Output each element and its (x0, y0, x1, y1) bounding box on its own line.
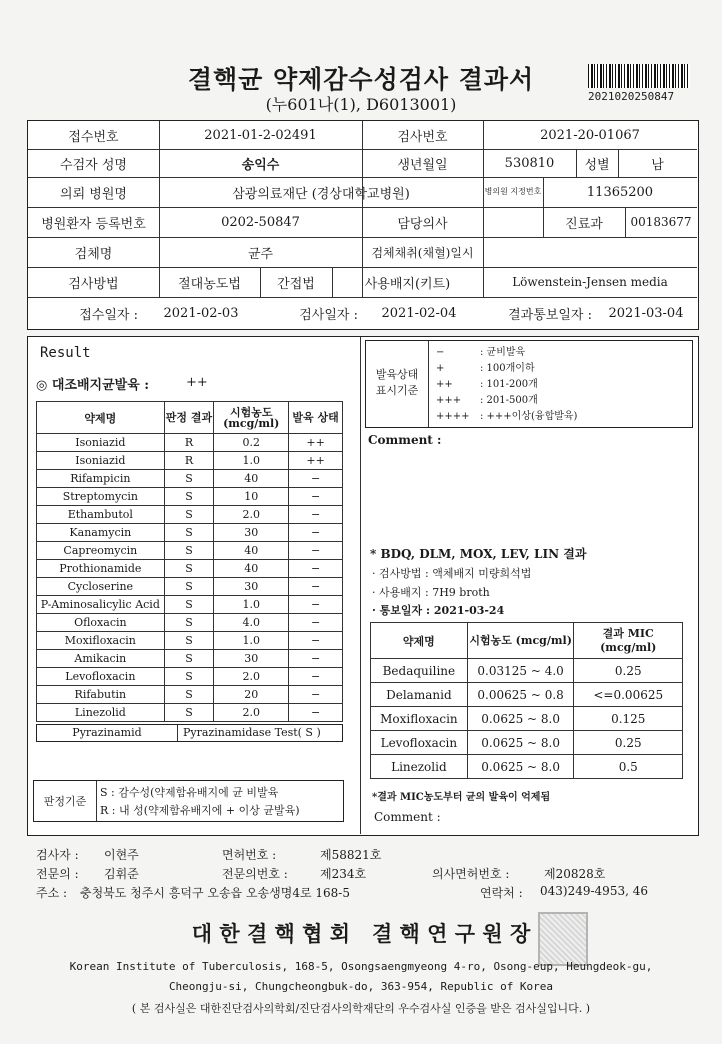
judgment: S (164, 542, 214, 560)
mic-result: 0.125 (574, 707, 683, 731)
mic-row (371, 659, 683, 683)
specialist: 김휘준 (104, 867, 139, 881)
concentration: 2.0 (214, 506, 289, 524)
growth: − (289, 560, 343, 578)
mic-row (371, 755, 683, 779)
address-label: 주소 : (36, 886, 68, 900)
mic-range: 0.0625 ~ 8.0 (467, 707, 574, 731)
mic-range: 0.03125 ~ 4.0 (467, 659, 574, 683)
drug-name: Linezolid (37, 704, 165, 722)
drug-name: Rifampicin (37, 470, 165, 488)
drug-name: Isoniazid (37, 452, 165, 470)
certification-note: ( 본 검사실은 대한진단검사의학회/진단검사의학재단의 우수검사실 인증을 받은 검사실입니다. ) (131, 1002, 591, 1015)
concentration: 40 (214, 470, 289, 488)
table-row (37, 434, 343, 452)
growth: − (289, 632, 343, 650)
mic-range: 0.0625 ~ 8.0 (467, 755, 574, 779)
mic-range: 0.0625 ~ 8.0 (467, 731, 574, 755)
license-label: 면허번호 : (222, 848, 277, 862)
mic-row (371, 683, 683, 707)
table-row (37, 614, 343, 632)
mic-medium: · 사용배지 : 7H9 broth (372, 586, 490, 599)
medium-label: 사용배지(키트) (364, 276, 451, 292)
concentration: 30 (214, 578, 289, 596)
growth: − (289, 704, 343, 722)
judgment: R (164, 452, 214, 470)
growth: − (289, 524, 343, 542)
legend-meaning: : 201-500개 (480, 395, 538, 406)
specimen: 균주 (247, 246, 274, 262)
judgment: S (164, 650, 214, 668)
concentration: 40 (214, 560, 289, 578)
concentration: 1.0 (214, 452, 289, 470)
growth: − (289, 668, 343, 686)
table-row (37, 560, 343, 578)
mic-drug: Moxifloxacin (371, 707, 468, 731)
growth: − (289, 488, 343, 506)
table-row (37, 686, 343, 704)
table-row (37, 632, 343, 650)
table-row (37, 668, 343, 686)
birth-label: 생년월일 (397, 157, 448, 173)
table-row (37, 524, 343, 542)
judgment: S (164, 596, 214, 614)
growth: − (289, 596, 343, 614)
info-table (27, 120, 699, 330)
susceptibility-table (36, 401, 343, 722)
legend-meaning: : 100개이하 (480, 363, 535, 374)
judgment: S (164, 470, 214, 488)
mic-table (370, 622, 683, 779)
result-heading: Result (40, 345, 91, 361)
organization-name: 대 한 결 핵 협 회 결 핵 연 구 원 장 (191, 921, 531, 946)
judgment: S (164, 614, 214, 632)
hospital-label: 의뢰 병원명 (60, 186, 127, 202)
mic-result: 0.25 (574, 731, 683, 755)
barcode (588, 64, 690, 88)
examiner: 이현주 (104, 848, 139, 862)
legend-meaning: : +++이상(융합발육) (480, 411, 578, 422)
drug-name: P-Aminosalicylic Acid (37, 596, 165, 614)
legend-item (436, 375, 577, 391)
table-row (37, 488, 343, 506)
mic-drug: Levofloxacin (371, 731, 468, 755)
mic-method: · 검사방법 : 액체배지 미량희석법 (372, 567, 532, 580)
concentration: 1.0 (214, 596, 289, 614)
specialist-no-label: 전문의번호 : (222, 867, 288, 881)
receipt-date: 2021-02-03 (163, 305, 239, 321)
table-row (37, 506, 343, 524)
barcode-number: 2021020250847 (588, 90, 675, 103)
judgment: S (164, 668, 214, 686)
collect-date-label: 검체채취(채혈)일시 (371, 245, 474, 260)
table-row (37, 650, 343, 668)
drug-name: Amikacin (37, 650, 165, 668)
report-date: 2021-03-04 (608, 305, 684, 321)
mic-row (371, 707, 683, 731)
receipt-date-label: 접수일자 : (79, 307, 138, 323)
drug-name: Cycloserine (37, 578, 165, 596)
test-date: 2021-02-04 (381, 305, 457, 321)
mic-drug: Bedaquiline (371, 659, 468, 683)
growth: ++ (289, 452, 343, 470)
legend-item (436, 391, 577, 407)
hospital-code-label: 병의원 지정번호 (484, 187, 542, 196)
report-date-label: 결과통보일자 : (508, 307, 592, 323)
receipt-no-label: 접수번호 (68, 129, 119, 145)
collect-date (483, 237, 697, 267)
document-code: (누601나(1), D6013001) (265, 95, 457, 114)
contact: 043)249-4953, 46 (540, 884, 648, 898)
growth: − (289, 650, 343, 668)
sex: 남 (651, 157, 664, 173)
legend-symbol: + (436, 363, 445, 374)
legend-symbol: − (436, 347, 445, 358)
table-row (37, 470, 343, 488)
legend-meaning: : 101-200개 (480, 379, 538, 390)
concentration: 1.0 (214, 632, 289, 650)
specialist-no: 제234호 (320, 867, 367, 881)
address-english-1: Korean Institute of Tuberculosis, 168-5, Osongsaengmyeong 4-ro, Osong-eup, Heungdeok-gu, (69, 960, 653, 973)
col-judgment: 판정 결과 (164, 402, 214, 434)
mic-col-drug: 약제명 (371, 623, 468, 659)
drug-name: Ofloxacin (37, 614, 165, 632)
mic-heading: * BDQ, DLM, MOX, LEV, LIN 결과 (370, 547, 587, 561)
license-number: 제58821호 (320, 848, 382, 862)
address-english-2: Cheongju-si, Chungcheongbuk-do, 363-954, Republic of Korea (168, 980, 554, 993)
patient-name-label: 수검자 성명 (60, 157, 127, 173)
pyrazinamid-row (36, 724, 343, 742)
table-row (37, 578, 343, 596)
judgment: S (164, 488, 214, 506)
concentration: 10 (214, 488, 289, 506)
concentration: 30 (214, 650, 289, 668)
drug-name: Levofloxacin (37, 668, 165, 686)
col-concentration: 시험농도 (mcg/ml) (214, 402, 289, 434)
test-no: 2021-20-01067 (540, 127, 640, 143)
method: 절대농도법 (178, 276, 241, 292)
mic-range: 0.00625 ~ 0.8 (467, 683, 574, 707)
reg-no-label: 병원환자 등록번호 (41, 216, 146, 232)
concentration: 0.2 (214, 434, 289, 452)
growth: − (289, 614, 343, 632)
mic-drug: Delamanid (371, 683, 468, 707)
mic-note: *결과 MIC농도부터 균의 발육이 억제됨 (372, 792, 551, 803)
hospital: 삼광의료재단 (경상대학교병원) (232, 186, 410, 202)
growth: − (289, 686, 343, 704)
mic-result: 0.25 (574, 659, 683, 683)
judgment: S (164, 578, 214, 596)
judgment: S (164, 632, 214, 650)
criteria-s: S : 감수성(약제함유배지에 균 비발육 (100, 786, 279, 799)
concentration: 30 (214, 524, 289, 542)
judgment: S (164, 524, 214, 542)
doctor-license: 제20828호 (544, 867, 606, 881)
mic-col-concentration: 시험농도 (mcg/ml) (467, 623, 574, 659)
growth: − (289, 542, 343, 560)
dept: 00183677 (630, 215, 692, 229)
judgment: S (164, 704, 214, 722)
criteria-label: 판정기준 (43, 795, 87, 808)
criteria-box (33, 780, 344, 822)
mic-comment-label: Comment : (374, 810, 441, 824)
patient-name: 송익수 (241, 157, 280, 173)
growth-label: 발육상태 표시기준 (375, 368, 419, 397)
test-no-label: 검사번호 (397, 129, 448, 145)
mic-result: 0.5 (574, 755, 683, 779)
birth: 530810 (504, 155, 555, 171)
mic-report-date: · 통보일자 : 2021-03-24 (372, 604, 505, 617)
table-row (37, 452, 343, 470)
drug-name: Kanamycin (37, 524, 165, 542)
legend-symbol: +++ (436, 395, 462, 406)
document-title: 결핵균 약제감수성검사 결과서 (187, 65, 535, 94)
examiner-label: 검사자 : (36, 848, 79, 862)
concentration: 2.0 (214, 668, 289, 686)
legend-symbol: ++++ (436, 411, 470, 422)
indirect-method: 간접법 (277, 276, 315, 292)
mic-drug: Linezolid (371, 755, 468, 779)
col-drug: 약제명 (37, 402, 165, 434)
method-label: 검사방법 (68, 276, 119, 292)
growth: ++ (289, 434, 343, 452)
address: 충청북도 청주시 흥덕구 오송읍 오송생명4로 168-5 (80, 886, 350, 900)
specimen-label: 검체명 (74, 246, 113, 262)
legend-item (436, 343, 577, 359)
doctor-label: 담당의사 (397, 216, 448, 232)
mic-result: <=0.00625 (574, 683, 683, 707)
receipt-no: 2021-01-2-02491 (204, 127, 317, 143)
judgment: S (164, 506, 214, 524)
drug-name: Rifabutin (37, 686, 165, 704)
judgment: R (164, 434, 214, 452)
legend-item (436, 407, 577, 423)
judgment: S (164, 686, 214, 704)
judgment: S (164, 560, 214, 578)
table-row (37, 704, 343, 722)
sex-label: 성별 (584, 157, 610, 173)
legend-symbol: ++ (436, 379, 453, 390)
control-label: ◎ 대조배지균발육 : (36, 378, 150, 393)
reg-no: 0202-50847 (221, 214, 300, 230)
drug-name: Streptomycin (37, 488, 165, 506)
legend-meaning: : 균비발육 (480, 347, 526, 358)
specialist-label: 전문의 : (36, 867, 79, 881)
growth-legend (365, 340, 693, 428)
hospital-code: 11365200 (586, 184, 654, 200)
table-row (37, 542, 343, 560)
medium: Löwenstein-Jensen media (512, 275, 668, 289)
table-row (37, 596, 343, 614)
concentration: 4.0 (214, 614, 289, 632)
drug-name: Isoniazid (37, 434, 165, 452)
test-date-label: 검사일자 : (299, 307, 358, 323)
control-value: ++ (186, 375, 208, 390)
pyrazinamid-name: Pyrazinamid (72, 726, 142, 739)
legend-item (436, 359, 577, 375)
concentration: 40 (214, 542, 289, 560)
growth: − (289, 470, 343, 488)
drug-name: Ethambutol (37, 506, 165, 524)
growth-comment-label: Comment : (368, 433, 442, 447)
drug-name: Moxifloxacin (37, 632, 165, 650)
criteria-r: R : 내 성(약제함유배지에 + 이상 균발육) (100, 804, 300, 817)
concentration: 2.0 (214, 704, 289, 722)
drug-name: Prothionamide (37, 560, 165, 578)
growth: − (289, 506, 343, 524)
mic-col-result: 결과 MIC (mcg/ml) (574, 623, 683, 659)
dept-label: 진료과 (565, 216, 603, 232)
concentration: 20 (214, 686, 289, 704)
pyrazinamid-value: Pyrazinamidase Test( S ) (183, 726, 321, 739)
drug-name: Capreomycin (37, 542, 165, 560)
mic-row (371, 731, 683, 755)
doctor-license-label: 의사면허번호 : (432, 867, 510, 881)
growth: − (289, 578, 343, 596)
col-growth: 발육 상태 (289, 402, 343, 434)
contact-label: 연락처 : (480, 886, 523, 900)
